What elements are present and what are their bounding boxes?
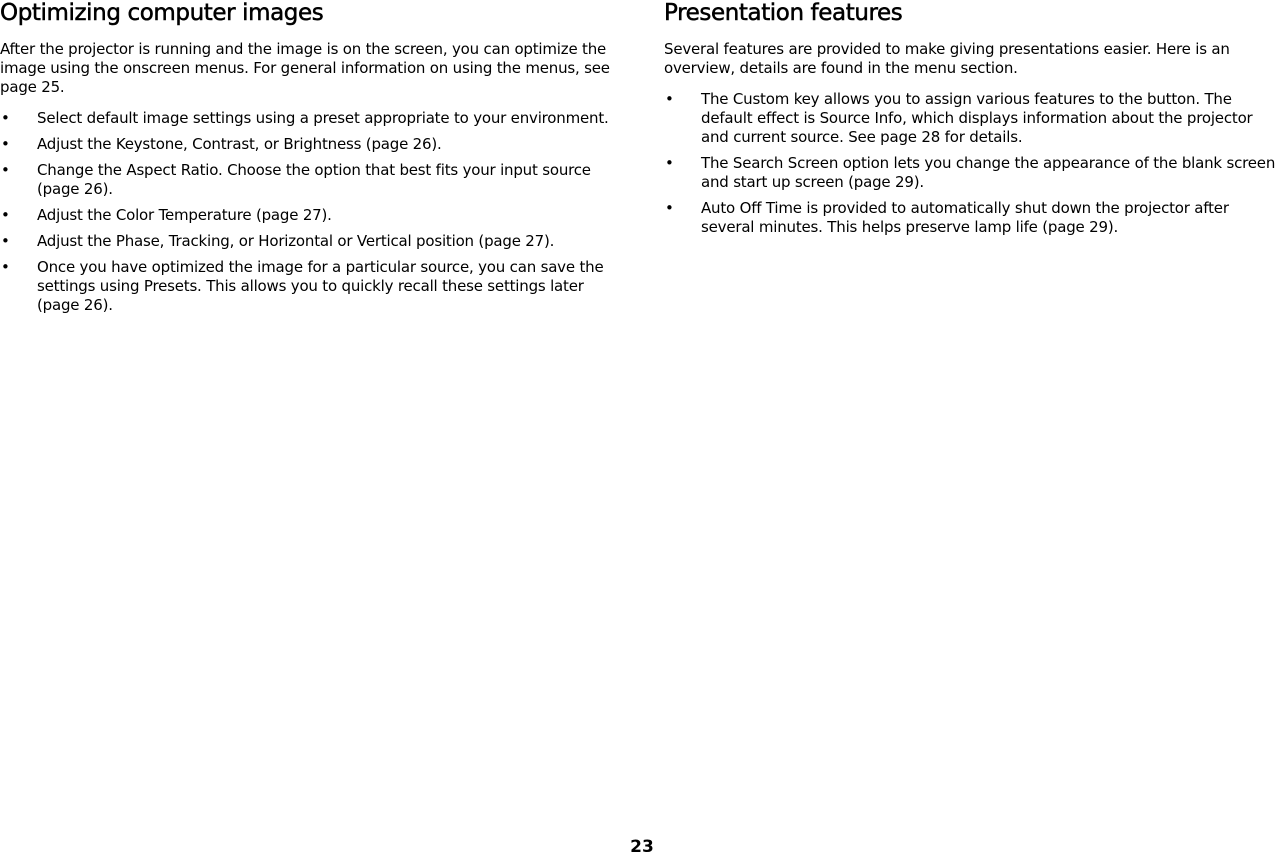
optimizing-list <box>0 109 624 315</box>
list-item <box>0 109 624 128</box>
list-item-text: Auto Off Time is provided to automatically shut down the projector after several minutes. This helps preserve lamp life (page 29). <box>701 199 1229 236</box>
list-item <box>0 232 624 251</box>
bullet: • <box>1 206 10 224</box>
bullet: • <box>1 258 10 276</box>
list-item-text: Once you have optimized the image for a particular source, you can save the settings using Presets. This allows you to quickly recall these settings later (page 26). <box>37 258 604 314</box>
bullet: • <box>1 161 10 179</box>
bullet: • <box>1 135 10 153</box>
optimizing-section <box>0 0 624 322</box>
list-item-text: Select default image settings using a preset appropriate to your environment. <box>37 109 609 127</box>
bullet: • <box>665 154 674 172</box>
list-item-text: The Search Screen option lets you change the appearance of the blank screen and start up screen (page 29). <box>701 154 1276 191</box>
bullet: • <box>665 199 674 217</box>
list-item-text: Change the Aspect Ratio. Choose the option that best fits your input source (page 26). <box>37 161 591 198</box>
list-item <box>664 90 1284 147</box>
page-number: 23 <box>630 837 654 856</box>
optimizing-intro: After the projector is running and the image is on the screen, you can optimize the image using the onscreen menus. For general information on using the menus, see page 25. <box>0 40 610 96</box>
presentation-intro: Several features are provided to make giving presentations easier. Here is an overview, details are found in the menu section. <box>664 40 1230 77</box>
list-item <box>0 258 624 315</box>
list-item <box>664 154 1284 192</box>
bullet: • <box>665 90 674 108</box>
list-item <box>0 206 624 225</box>
list-item <box>664 199 1284 237</box>
list-item-text: Adjust the Keystone, Contrast, or Brightness (page 26). <box>37 135 442 153</box>
list-item <box>0 135 624 154</box>
bullet: • <box>1 232 10 250</box>
section-heading-presentation: Presentation features <box>664 0 903 26</box>
bullet: • <box>1 109 10 127</box>
list-item-text: Adjust the Phase, Tracking, or Horizontal or Vertical position (page 27). <box>37 232 555 250</box>
section-heading-optimizing: Optimizing computer images <box>0 0 324 26</box>
list-item-text: The Custom key allows you to assign various features to the button. The default effect is Source Info, which displays information about the projector and current source. See page 28 for details. <box>701 90 1253 146</box>
list-item <box>0 161 624 199</box>
presentation-list <box>664 90 1284 237</box>
presentation-section <box>664 0 1284 244</box>
list-item-text: Adjust the Color Temperature (page 27). <box>37 206 332 224</box>
